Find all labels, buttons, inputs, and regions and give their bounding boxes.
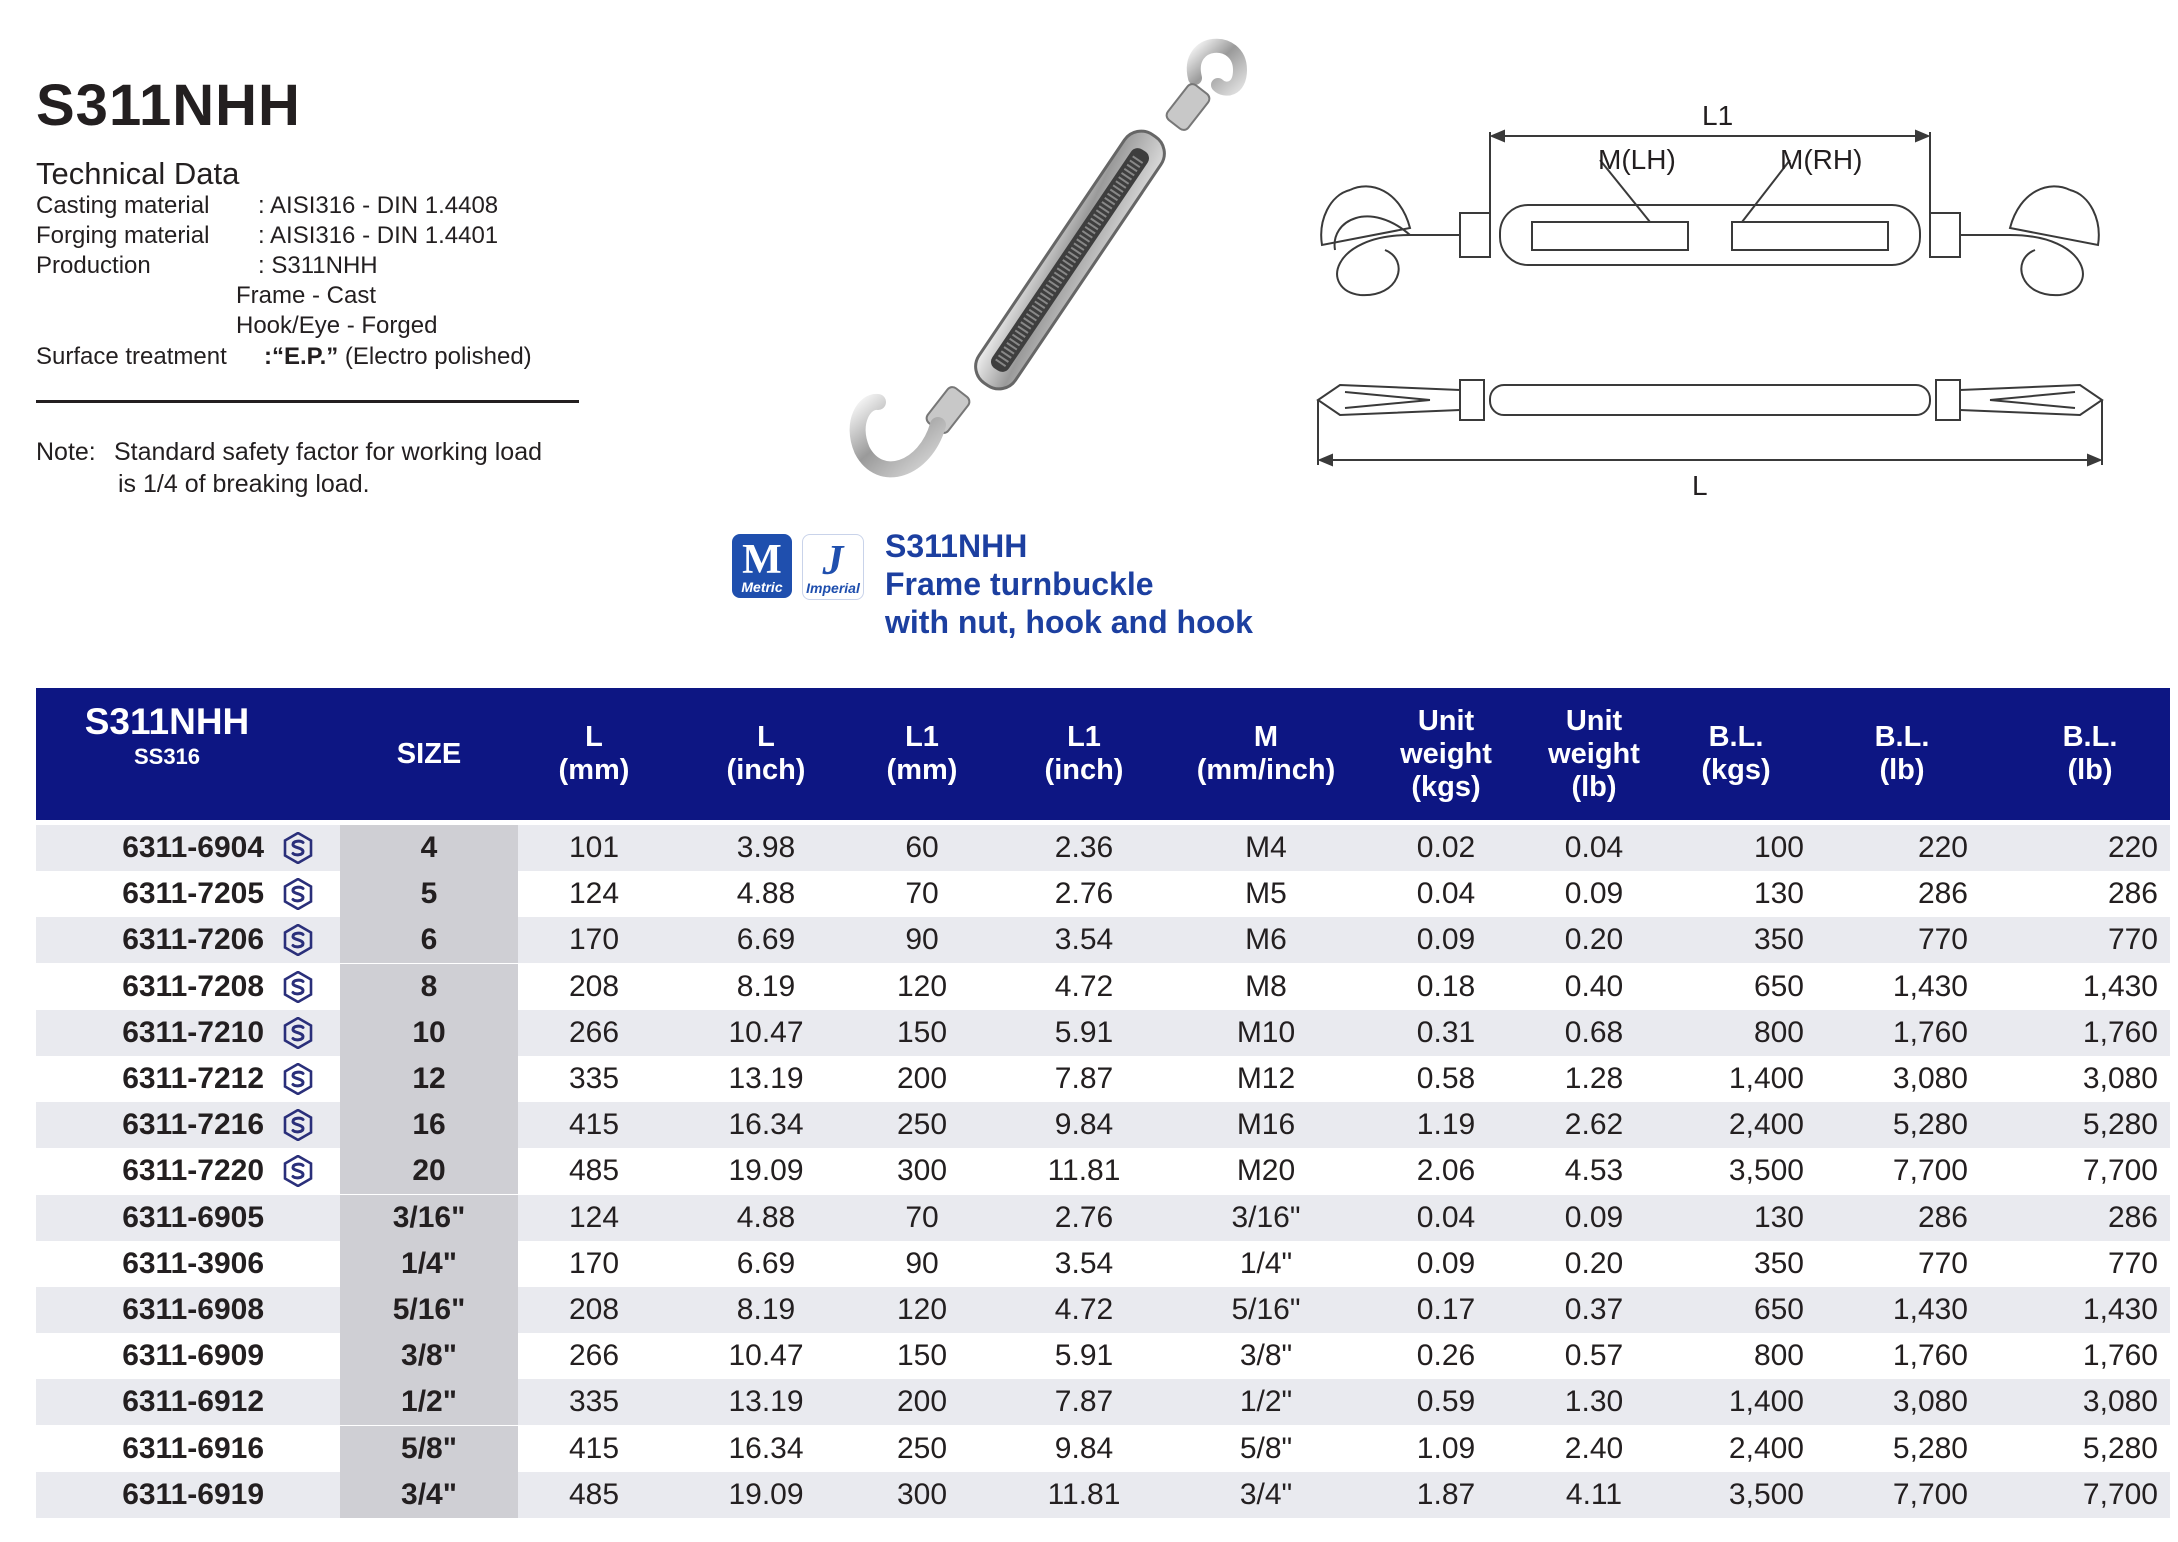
cell-l1-mm: 90: [905, 1246, 939, 1280]
header-bl-kgs: [1666, 688, 1806, 820]
metric-badge: [732, 534, 792, 598]
table-row: [36, 1241, 2170, 1287]
imperial-letter: J: [822, 538, 844, 584]
cell-l-inch: 16.34: [728, 1431, 804, 1465]
cell-l1-inch: 3.54: [1054, 1246, 1114, 1280]
cell-size: 3/4": [340, 1472, 518, 1518]
turnbuckle-technical-drawing: [1310, 100, 2110, 520]
drawing-label-l1: L1: [1702, 100, 1734, 131]
spec-value: : S311NHH: [258, 252, 378, 279]
cell-l1-mm: 90: [905, 923, 939, 957]
cell-bl-lb: 5,280: [1892, 1431, 1968, 1465]
table-row: [36, 1426, 2170, 1472]
cell-bl-kgs: 130: [1753, 877, 1804, 911]
cell-w-kgs: 0.58: [1416, 1062, 1476, 1095]
cell-l-mm: 170: [568, 1246, 620, 1280]
cell-l1-mm: 70: [905, 1200, 939, 1234]
cell-l1-inch: 7.87: [1054, 1062, 1114, 1095]
cell-m: M16: [1236, 1108, 1296, 1142]
metric-letter: M: [742, 537, 782, 583]
cell-w-lb: 0.40: [1564, 969, 1624, 1003]
cell-bl-kgs: 800: [1753, 1339, 1804, 1373]
cell-part-number: 6311-7206: [122, 923, 264, 957]
cell-bl-lb2: 7,700: [2082, 1154, 2158, 1188]
drawing-label-l: L: [1692, 470, 1708, 501]
cell-size: 12: [340, 1056, 518, 1102]
cell-w-kgs: 0.02: [1416, 831, 1476, 864]
header-l1-inch: [1014, 688, 1154, 820]
spec-label: Forging material: [36, 222, 210, 249]
cell-m: 1/4": [1239, 1246, 1293, 1280]
cell-w-lb: 4.11: [1565, 1477, 1623, 1511]
cell-m: M10: [1236, 1015, 1296, 1049]
header-line: B.L.: [1708, 721, 1764, 753]
cell-w-kgs: 0.17: [1416, 1293, 1476, 1326]
cell-bl-lb2: 286: [2107, 1200, 2158, 1234]
cell-size: 4: [340, 825, 518, 871]
cell-l1-mm: 150: [896, 1015, 948, 1049]
header-line: (kgs): [1411, 770, 1481, 803]
header-line: weight: [1400, 737, 1492, 770]
spec-value: : AISI316 - DIN 1.4408: [258, 192, 499, 219]
drawing-label-m-rh: M(RH): [1780, 144, 1863, 175]
cell-bl-lb: 286: [1917, 877, 1968, 911]
header-line: L: [757, 721, 775, 753]
cell-m: 3/4": [1239, 1477, 1293, 1511]
stainless-steel-icon: [282, 1109, 314, 1141]
cell-l1-mm: 60: [905, 831, 939, 864]
stainless-steel-icon: [282, 924, 314, 956]
cell-bl-lb: 3,080: [1892, 1385, 1968, 1419]
cell-l1-inch: 4.72: [1054, 1293, 1114, 1326]
cell-bl-lb2: 1,760: [2082, 1339, 2158, 1373]
note-text-line2: is 1/4 of breaking load.: [118, 470, 370, 498]
cell-bl-kgs: 350: [1753, 923, 1804, 957]
cell-m: M5: [1245, 877, 1287, 911]
cell-l-mm: 335: [568, 1385, 620, 1419]
cell-w-lb: 0.68: [1564, 1015, 1624, 1049]
header-product: [56, 688, 278, 820]
cell-bl-kgs: 1,400: [1728, 1062, 1804, 1095]
cell-bl-lb2: 1,760: [2082, 1015, 2158, 1049]
caption-product-desc: with nut, hook and hook: [885, 604, 1253, 640]
header-line: (mm): [886, 754, 958, 786]
cell-size: 1/4": [340, 1241, 518, 1287]
cell-l1-mm: 300: [896, 1477, 948, 1511]
cell-w-kgs: 0.31: [1416, 1015, 1476, 1049]
cell-w-lb: 0.20: [1564, 923, 1624, 957]
header-line: (lb): [1571, 770, 1617, 803]
cell-bl-lb2: 3,080: [2082, 1062, 2158, 1095]
header-line: L: [585, 721, 603, 753]
cell-part-number: 6311-6904: [122, 831, 264, 864]
table-row: [36, 825, 2170, 871]
header-line: (inch): [1044, 754, 1124, 786]
cell-l-mm: 170: [568, 923, 620, 957]
cell-bl-kgs: 650: [1753, 969, 1804, 1003]
cell-bl-lb2: 5,280: [2082, 1431, 2158, 1465]
cell-w-kgs: 0.04: [1416, 1200, 1476, 1234]
cell-size: 5/16": [340, 1287, 518, 1333]
header-line: Unit: [1565, 704, 1623, 737]
header-size: [340, 688, 518, 820]
header-line: L1: [905, 721, 939, 753]
cell-l-inch: 6.69: [736, 923, 796, 957]
header-line: (mm/inch): [1196, 754, 1336, 786]
cell-bl-lb2: 7,700: [2082, 1477, 2158, 1511]
cell-l1-inch: 11.81: [1047, 1154, 1121, 1188]
cell-w-lb: 0.09: [1564, 877, 1624, 911]
cell-bl-kgs: 2,400: [1728, 1431, 1804, 1465]
cell-l1-mm: 250: [896, 1431, 948, 1465]
stainless-steel-icon: [282, 1155, 314, 1187]
cell-m: M4: [1245, 831, 1287, 864]
cell-bl-lb: 1,760: [1892, 1015, 1968, 1049]
cell-part-number: 6311-6909: [122, 1339, 264, 1373]
table-row: [36, 1102, 2170, 1148]
header-line: B.L.: [2062, 721, 2118, 753]
cell-part-number: 6311-6916: [122, 1431, 264, 1465]
cell-part-number: 6311-7210: [122, 1015, 264, 1049]
cell-l1-inch: 2.76: [1054, 1200, 1114, 1234]
header-line: L1: [1067, 721, 1101, 753]
header-l-inch: [696, 688, 836, 820]
cell-bl-lb: 1,760: [1892, 1339, 1968, 1373]
cell-part-number: 6311-6908: [122, 1293, 264, 1326]
cell-bl-lb: 770: [1917, 1246, 1968, 1280]
table-row: [36, 1010, 2170, 1056]
cell-bl-lb: 220: [1917, 831, 1968, 864]
cell-l1-inch: 4.72: [1054, 969, 1114, 1003]
header-weight-kgs: [1376, 688, 1516, 820]
cell-l-mm: 335: [568, 1062, 620, 1095]
cell-l-inch: 13.19: [728, 1062, 804, 1095]
cell-bl-lb: 3,080: [1892, 1062, 1968, 1095]
cell-l-inch: 10.47: [728, 1015, 804, 1049]
cell-m: M6: [1245, 923, 1287, 957]
cell-l-mm: 415: [568, 1431, 620, 1465]
cell-l-mm: 124: [568, 1200, 620, 1234]
cell-bl-kgs: 350: [1753, 1246, 1804, 1280]
cell-w-kgs: 0.09: [1416, 1246, 1476, 1280]
cell-l1-inch: 7.87: [1054, 1385, 1114, 1419]
cell-l1-inch: 2.76: [1054, 877, 1114, 911]
cell-m: 5/16": [1231, 1293, 1301, 1326]
cell-l1-mm: 120: [896, 1293, 948, 1326]
cell-bl-kgs: 100: [1753, 831, 1804, 864]
cell-part-number: 6311-6905: [122, 1200, 264, 1234]
imperial-word: Imperial: [806, 580, 860, 596]
cell-l-inch: 4.88: [736, 877, 796, 911]
cell-l-mm: 208: [568, 1293, 620, 1326]
stainless-steel-icon: [282, 1017, 314, 1049]
cell-bl-lb: 1,430: [1892, 1293, 1968, 1326]
cell-size: 5/8": [340, 1426, 518, 1472]
cell-l1-inch: 5.91: [1054, 1339, 1114, 1373]
note-text-line1: Standard safety factor for working load: [114, 438, 543, 466]
stainless-steel-icon: [282, 1063, 314, 1095]
table-row: [36, 1148, 2170, 1194]
table-row: [36, 964, 2170, 1010]
cell-w-lb: 0.20: [1564, 1246, 1624, 1280]
cell-l1-mm: 300: [896, 1154, 948, 1188]
cell-bl-lb2: 220: [2107, 831, 2158, 864]
cell-bl-lb: 7,700: [1892, 1154, 1968, 1188]
table-row: [36, 1287, 2170, 1333]
table-row: [36, 1472, 2170, 1518]
cell-size: 8: [340, 964, 518, 1010]
spec-value-bold: :“E.P.”: [264, 343, 339, 370]
header-product-code: S311NHH: [84, 701, 250, 742]
cell-w-kgs: 1.87: [1416, 1477, 1476, 1511]
cell-bl-lb2: 1,430: [2082, 1293, 2158, 1326]
spec-value: : AISI316 - DIN 1.4401: [258, 222, 499, 249]
cell-bl-kgs: 800: [1753, 1015, 1804, 1049]
cell-l1-inch: 11.81: [1047, 1477, 1121, 1511]
cell-size: 1/2": [340, 1379, 518, 1425]
cell-l1-inch: 5.91: [1054, 1015, 1114, 1049]
cell-l-inch: 4.88: [736, 1200, 796, 1234]
divider: [36, 400, 579, 403]
cell-w-kgs: 0.59: [1416, 1385, 1476, 1419]
cell-size: 3/16": [340, 1195, 518, 1241]
cell-part-number: 6311-3906: [122, 1246, 264, 1280]
cell-l-mm: 266: [568, 1339, 620, 1373]
header-l-mm: [534, 688, 654, 820]
cell-m: M8: [1245, 969, 1287, 1003]
cell-l-mm: 101: [568, 831, 620, 864]
spec-value-rest: (Electro polished): [338, 343, 532, 370]
cell-w-lb: 0.37: [1564, 1293, 1624, 1326]
cell-part-number: 6311-7208: [122, 969, 264, 1003]
cell-size: 5: [340, 871, 518, 917]
cell-part-number: 6311-7220: [122, 1154, 264, 1188]
cell-bl-lb2: 286: [2107, 877, 2158, 911]
cell-l1-inch: 9.84: [1054, 1431, 1114, 1465]
cell-l-inch: 8.19: [736, 1293, 796, 1326]
cell-part-number: 6311-7216: [122, 1108, 264, 1142]
cell-w-kgs: 0.26: [1416, 1339, 1476, 1373]
drawing-label-m-lh: M(LH): [1598, 144, 1676, 175]
cell-bl-kgs: 2,400: [1728, 1108, 1804, 1142]
cell-m: M20: [1236, 1154, 1296, 1188]
spec-production-frame: Frame - Cast: [236, 282, 377, 309]
header-m: [1176, 688, 1356, 820]
table-row: [36, 1333, 2170, 1379]
cell-l-inch: 8.19: [736, 969, 796, 1003]
cell-w-kgs: 1.19: [1416, 1108, 1476, 1142]
header-size-label: SIZE: [396, 737, 462, 770]
cell-w-lb: 2.62: [1564, 1108, 1624, 1142]
cell-l1-mm: 150: [896, 1339, 948, 1373]
header-bl-lb: [1842, 688, 1962, 820]
cell-l1-mm: 70: [905, 877, 939, 911]
header-material: SS316: [133, 744, 201, 769]
note-label: Note:: [36, 438, 96, 466]
header-line: weight: [1548, 737, 1640, 770]
caption-product-name: Frame turnbuckle: [885, 566, 1154, 602]
technical-data-heading: Technical Data: [36, 156, 240, 191]
spec-value: [264, 343, 532, 371]
table-row: [36, 1195, 2170, 1241]
cell-bl-kgs: 1,400: [1728, 1385, 1804, 1419]
spec-production-hook: Hook/Eye - Forged: [236, 312, 438, 339]
cell-bl-lb2: 770: [2107, 923, 2158, 957]
cell-l-inch: 3.98: [736, 831, 796, 864]
cell-part-number: 6311-7205: [122, 877, 264, 911]
header-line: (inch): [726, 754, 806, 786]
imperial-badge: [802, 534, 864, 600]
cell-l1-inch: 9.84: [1054, 1108, 1114, 1142]
cell-size: 6: [340, 917, 518, 963]
cell-w-kgs: 0.09: [1416, 923, 1476, 957]
cell-l-inch: 19.09: [728, 1477, 804, 1511]
cell-l-inch: 10.47: [728, 1339, 804, 1373]
cell-w-lb: 2.40: [1564, 1431, 1624, 1465]
cell-l-mm: 266: [568, 1015, 620, 1049]
cell-w-lb: 1.30: [1564, 1385, 1624, 1419]
cell-l-inch: 6.69: [736, 1246, 796, 1280]
page-title: S311NHH: [36, 73, 301, 138]
cell-w-lb: 0.57: [1564, 1339, 1624, 1373]
cell-bl-kgs: 650: [1753, 1293, 1804, 1326]
cell-bl-lb: 7,700: [1892, 1477, 1968, 1511]
header-line: B.L.: [1874, 721, 1930, 753]
cell-l-mm: 485: [568, 1477, 620, 1511]
turnbuckle-product-photo: [770, 30, 1290, 500]
header-bl-lb-2: [2030, 688, 2150, 820]
cell-w-kgs: 1.09: [1416, 1431, 1476, 1465]
cell-bl-kgs: 130: [1753, 1200, 1804, 1234]
table-row: [36, 871, 2170, 917]
cell-bl-lb2: 3,080: [2082, 1385, 2158, 1419]
cell-bl-lb: 5,280: [1892, 1108, 1968, 1142]
cell-size: 20: [340, 1148, 518, 1194]
cell-m: 3/8": [1239, 1339, 1293, 1373]
cell-l-mm: 124: [568, 877, 620, 911]
stainless-steel-icon: [282, 832, 314, 864]
table-row: [36, 917, 2170, 963]
cell-l-mm: 415: [568, 1108, 620, 1142]
header-line: (lb): [2067, 754, 2113, 786]
cell-size: 3/8": [340, 1333, 518, 1379]
cell-l-mm: 485: [568, 1154, 620, 1188]
header-line: (mm): [558, 754, 630, 786]
header-line: Unit: [1417, 704, 1475, 737]
cell-l-inch: 19.09: [728, 1154, 804, 1188]
cell-l1-mm: 120: [896, 969, 948, 1003]
cell-l1-mm: 250: [896, 1108, 948, 1142]
cell-l1-inch: 2.36: [1054, 831, 1114, 864]
cell-m: 1/2": [1239, 1385, 1293, 1419]
cell-bl-lb: 286: [1917, 1200, 1968, 1234]
cell-bl-lb2: 1,430: [2082, 969, 2158, 1003]
cell-w-kgs: 2.06: [1416, 1154, 1476, 1188]
cell-l-inch: 13.19: [728, 1385, 804, 1419]
cell-size: 16: [340, 1102, 518, 1148]
cell-l1-inch: 3.54: [1054, 923, 1114, 957]
cell-m: M12: [1236, 1062, 1296, 1095]
table-header: [36, 688, 2170, 820]
cell-part-number: 6311-6919: [122, 1477, 264, 1511]
cell-bl-lb2: 5,280: [2082, 1108, 2158, 1142]
cell-bl-kgs: 3,500: [1728, 1477, 1804, 1511]
cell-bl-lb: 1,430: [1892, 969, 1968, 1003]
cell-part-number: 6311-7212: [122, 1062, 264, 1095]
cell-l1-mm: 200: [896, 1062, 948, 1095]
cell-w-lb: 1.28: [1564, 1062, 1624, 1095]
header-weight-lb: [1524, 688, 1664, 820]
spec-label: Production: [36, 252, 151, 279]
cell-w-kgs: 0.18: [1416, 969, 1476, 1003]
cell-m: 5/8": [1239, 1431, 1293, 1465]
cell-m: 3/16": [1231, 1200, 1301, 1234]
cell-w-lb: 0.09: [1564, 1200, 1624, 1234]
spec-label: Casting material: [36, 192, 210, 219]
cell-bl-lb2: 770: [2107, 1246, 2158, 1280]
spec-label: Surface treatment: [36, 343, 227, 370]
header-line: (lb): [1879, 754, 1925, 786]
metric-word: Metric: [741, 579, 783, 595]
table-row: [36, 1379, 2170, 1425]
cell-w-lb: 4.53: [1564, 1154, 1624, 1188]
cell-w-lb: 0.04: [1564, 831, 1624, 864]
stainless-steel-icon: [282, 878, 314, 910]
caption-product-code: S311NHH: [885, 528, 1028, 564]
stainless-steel-icon: [282, 971, 314, 1003]
header-line: (kgs): [1701, 754, 1771, 786]
cell-bl-lb: 770: [1917, 923, 1968, 957]
cell-part-number: 6311-6912: [122, 1385, 264, 1419]
cell-w-kgs: 0.04: [1416, 877, 1476, 911]
cell-l-mm: 208: [568, 969, 620, 1003]
table-row: [36, 1056, 2170, 1102]
cell-l1-mm: 200: [896, 1385, 948, 1419]
cell-l-inch: 16.34: [728, 1108, 804, 1142]
header-l1-mm: [862, 688, 982, 820]
header-line: M: [1253, 721, 1279, 753]
cell-size: 10: [340, 1010, 518, 1056]
cell-bl-kgs: 3,500: [1728, 1154, 1804, 1188]
